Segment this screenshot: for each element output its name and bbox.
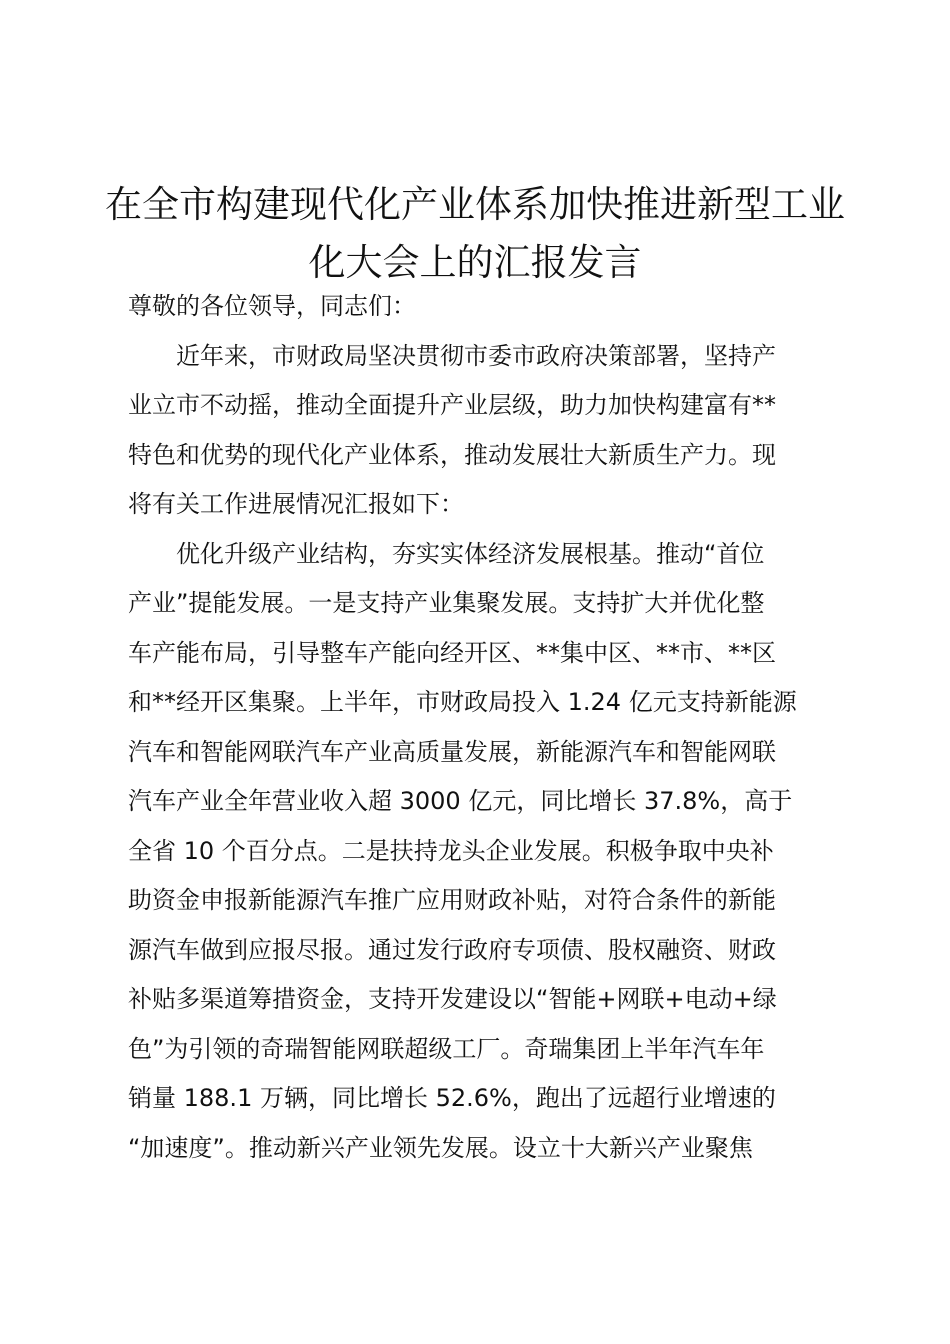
text-line: 汽车产业全年营业收入超 3000 亿元，同比增长 37.8%，高于 (128, 787, 793, 815)
title-line: 化大会上的汇报发言 (308, 241, 642, 284)
text-line: 补贴多渠道筹措资金，支持开发建设以“智能+网联+电动+绿 (128, 985, 777, 1013)
text-line: 汽车和智能网联汽车产业高质量发展，新能源汽车和智能网联 (128, 737, 776, 766)
paragraph-intro (128, 332, 838, 530)
text-line: 和**经开区集聚。上半年，市财政局投入 1.24 亿元支持新能源 (128, 688, 797, 716)
paragraph-industry-structure (128, 530, 838, 1174)
title-line: 在全市构建现代化产业体系加快推进新型工业 (105, 183, 845, 226)
text-line: 特色和优势的现代化产业体系，推动发展壮大新质生产力。现 (128, 440, 776, 469)
salutation-line: 尊敬的各位领导，同志们： (128, 292, 416, 320)
text-line: 车产能布局，引导整车产能向经开区、**集中区、**市、**区 (128, 638, 776, 667)
text-line: 全省 10 个百分点。二是扶持龙头企业发展。积极争取中央补 (128, 836, 774, 865)
text-line: 产业”提能发展。一是支持产业集聚发展。支持扩大并优化整 (128, 589, 765, 617)
text-line: 业立市不动摇，推动全面提升产业层级，助力加快构建富有** (128, 391, 776, 419)
text-line: 色”为引领的奇瑞智能网联超级工厂。奇瑞集团上半年汽车年 (128, 1034, 765, 1063)
document-title (100, 176, 850, 292)
text-line: 源汽车做到应报尽报。通过发行政府专项债、股权融资、财政 (128, 935, 776, 964)
document-body (128, 282, 838, 1173)
text-line: 近年来，市财政局坚决贯彻市委市政府决策部署，坚持产 (128, 341, 776, 370)
text-line: 助资金申报新能源汽车推广应用财政补贴，对符合条件的新能 (128, 886, 776, 914)
text-line: 销量 188.1 万辆，同比增长 52.6%，跑出了远超行业增速的 (128, 1084, 776, 1112)
text-line: “加速度”。推动新兴产业领先发展。设立十大新兴产业聚焦 (128, 1133, 753, 1162)
text-line: 将有关工作进展情况汇报如下： (128, 490, 464, 518)
salutation (128, 282, 838, 332)
text-line: 优化升级产业结构，夯实实体经济发展根基。推动“首位 (128, 539, 765, 568)
